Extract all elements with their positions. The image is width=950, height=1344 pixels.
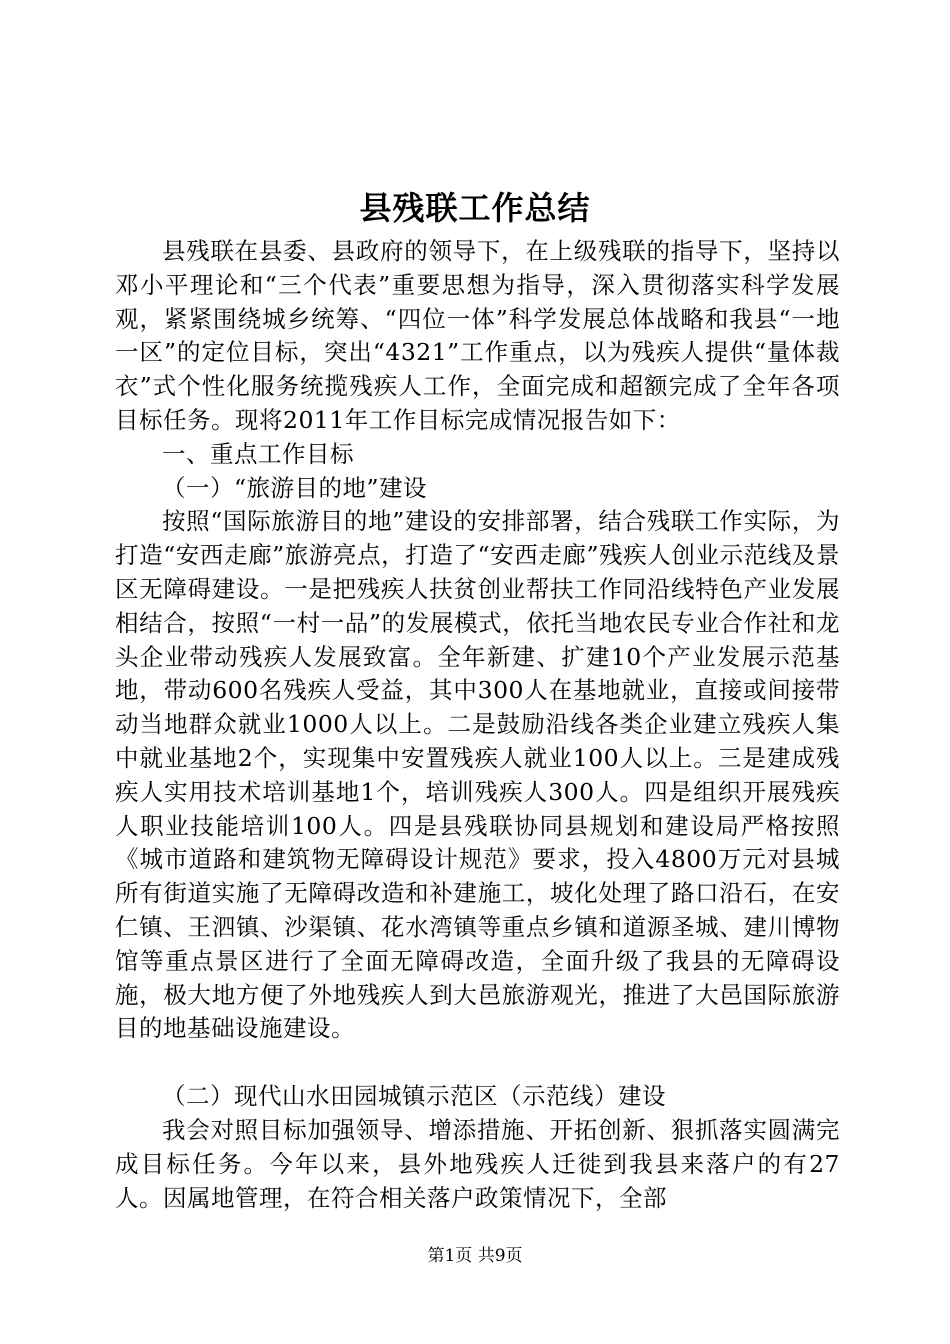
- subsection-1-paragraph: 按照“国际旅游目的地”建设的安排部署，结合残联工作实际，为打造“安西走廊”旅游亮点，打造了“安西走廊”残疾人创业示范线及景区无障碍建设。一是把残疾人扶贫创业帮扶工作同沿线特色产业发展相结合，按照“一村一品”的发展模式，依托当地农民专业合作社和龙头企业带动残疾人发展致富。全年新建、扩建10个产业发展示范基地，带动600名残疾人受益，其中300人在基地就业，直接或间接带动当地群众就业1000人以上。二是鼓励沿线各类企业建立残疾人集中就业基地2个，实现集中安置残疾人就业100人以上。三是建成残疾人实用技术培训基地1个，培训残疾人300人。四是组织开展残疾人职业技能培训100人。四是县残联协同县规划和建设局严格按照《城市道路和建筑物无障碍设计规范》要求，投入4800万元对县城所有街道实施了无障碍改造和补建施工，坡化处理了路口沿石，在安仁镇、王泗镇、沙渠镇、花水湾镇等重点乡镇和道源圣城、建川博物馆等重点景区进行了全面无障碍改造，全面升级了我县的无障碍设施，极大地方便了外地残疾人到大邑旅游观光，推进了大邑国际旅游目的地基础设施建设。: [115, 507, 840, 1043]
- page-number-footer: 第1页 共9页: [427, 1246, 523, 1266]
- subsection-heading-1: （一）“旅游目的地”建设: [162, 473, 428, 502]
- subsection-2-paragraph: 我会对照目标加强领导、增添措施、开拓创新、狠抓落实圆满完成目标任务。今年以来，县外地残疾人迁徙到我县来落户的有27人。因属地管理，在符合相关落户政策情况下，全部: [115, 1115, 840, 1212]
- document-title: 县残联工作总结: [359, 189, 591, 227]
- intro-paragraph: 县残联在县委、县政府的领导下，在上级残联的指导下，坚持以邓小平理论和“三个代表”重要思想为指导，深入贯彻落实科学发展观，紧紧围绕城乡统筹、“四位一体”科学发展总体战略和我县“一地一区”的定位目标，突出“4321”工作重点，以为残疾人提供“量体裁衣”式个性化服务统揽残疾人工作，全面完成和超额完成了全年各项目标任务。现将2011年工作目标完成情况报告如下：: [115, 237, 840, 434]
- section-heading-1: 一、重点工作目标: [162, 439, 354, 468]
- document-body: [115, 235, 840, 1215]
- subsection-heading-2: （二）现代山水田园城镇示范区（示范线）建设: [162, 1082, 666, 1111]
- paragraph-gap: [115, 1046, 840, 1080]
